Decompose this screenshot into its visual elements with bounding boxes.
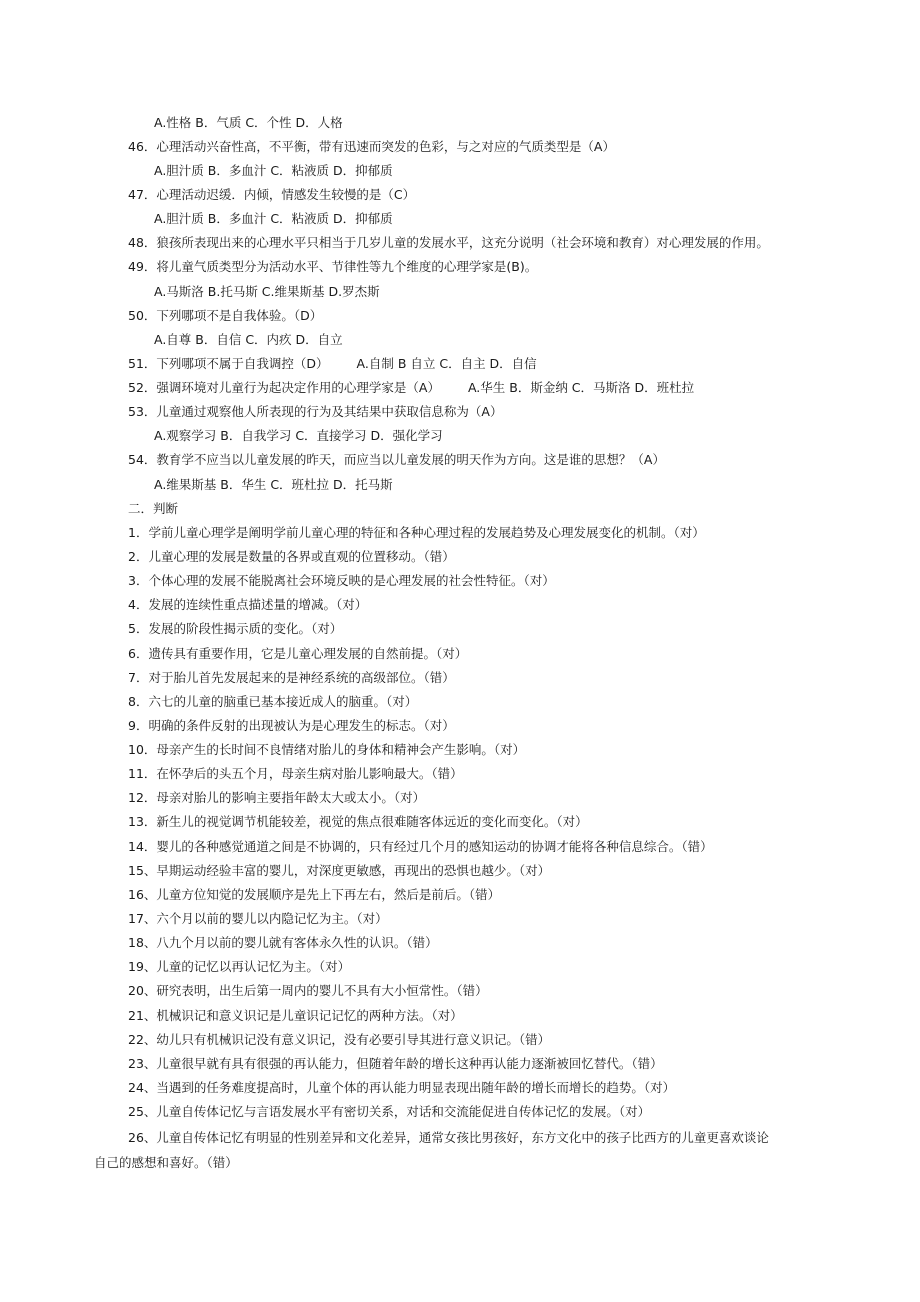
judgment-line: 20、研究表明，出生后第一周内的婴儿不具有大小恒常性。（错） [128, 983, 488, 998]
judgment-line: 13．新生儿的视觉调节机能较差，视觉的焦点很难随客体远近的变化而变化。（对） [128, 814, 588, 829]
judgment-line: 6．遗传具有重要作用，它是儿童心理发展的自然前提。（对） [128, 646, 468, 661]
question-line: 53．儿童通过观察他人所表现的行为及其结果中获取信息称为（A） [128, 404, 503, 419]
judgment-line: 14．婴儿的各种感觉通道之间是不协调的，只有经过几个月的感知运动的协调才能将各种信息综合。（错） [128, 839, 713, 854]
judgment-line: 7．对于胎儿首先发展起来的是神经系统的高级部位。（错） [128, 670, 455, 685]
question-line: 47．心理活动迟缓．内倾，情感发生较慢的是（C） [128, 187, 416, 202]
judgment-line: 12．母亲对胎儿的影响主要指年龄太大或太小。（对） [128, 790, 426, 805]
option-line: A.自尊 B．自信 C．内疚 D．自立 [154, 332, 343, 347]
question-line: 46．心理活动兴奋性高，不平衡，带有迅速而突发的色彩，与之对应的气质类型是（A） [128, 139, 615, 154]
judgment-line: 8．六七的儿童的脑重已基本接近成人的脑重。（对） [128, 694, 418, 709]
question-line: 52．强调环境对儿童行为起决定作用的心理学家是（A） A.华生 B．斯金纳 C．马斯洛 D．班杜拉 [128, 380, 695, 395]
inline-options: A.自制 B 自立 C．自主 D．自信 [356, 356, 537, 371]
judgment-line: 10．母亲产生的长时间不良情绪对胎儿的身体和精神会产生影响。（对） [128, 742, 526, 757]
judgment-line: 22、幼儿只有机械识记没有意义识记，没有必要引导其进行意义识记。（错） [128, 1032, 551, 1047]
option-line: A.马斯洛 B.托马斯 C.维果斯基 D.罗杰斯 [154, 284, 380, 299]
judgment-line: 4．发展的连续性重点描述量的增减。（对） [128, 597, 368, 612]
judgment-line: 1．学前儿童心理学是阐明学前儿童心理的特征和各种心理过程的发展趋势及心理发展变化的机制。（对） [128, 525, 705, 540]
judgment-line: 11．在怀孕后的头五个月，母亲生病对胎儿影响最大。（错） [128, 766, 463, 781]
section-heading: 二．判断 [128, 501, 179, 516]
judgment-line: 24、当遇到的任务难度提高时，儿童个体的再认能力明显表现出随年龄的增长而增长的趋势。（对） [128, 1080, 676, 1095]
option-line: A.观察学习 B．自我学习 C．直接学习 D．强化学习 [154, 428, 443, 443]
judgment-line: 25、儿童自传体记忆与言语发展水平有密切关系，对话和交流能促进自传体记忆的发展。（对） [128, 1104, 651, 1119]
question-line: 54．教育学不应当以儿童发展的昨天，而应当以儿童发展的明天作为方向。这是谁的思想？（A） [128, 452, 665, 467]
judgment-line: 15、早期运动经验丰富的婴儿，对深度更敏感，再现出的恐惧也越少。（对） [128, 863, 551, 878]
judgment-line: 9．明确的条件反射的出现被认为是心理发生的标志。（对） [128, 718, 455, 733]
option-line: A.维果斯基 B．华生 C．班杜拉 D．托马斯 [154, 477, 393, 492]
question-line: 49．将儿童气质类型分为活动水平、节律性等九个维度的心理学家是(B)。 [128, 259, 538, 274]
judgment-line-continued: 自己的感想和喜好。（错） [94, 1155, 238, 1170]
judgment-line: 16、儿童方位知觉的发展顺序是先上下再左右，然后是前后。（错） [128, 887, 501, 902]
question-line: 48．狼孩所表现出来的心理水平只相当于几岁儿童的发展水平，这充分说明（社会环境和教育）对心理发展的作用。 [128, 235, 769, 250]
judgment-line: 19、儿童的记忆以再认记忆为主。（对） [128, 959, 351, 974]
judgment-line: 5．发展的阶段性揭示质的变化。（对） [128, 621, 343, 636]
judgment-line: 21、机械识记和意义识记是儿童识记记忆的两种方法。（对） [128, 1008, 463, 1023]
option-line: A.胆汁质 B．多血汁 C．粘液质 D．抑郁质 [154, 211, 393, 226]
judgment-line: 23、儿童很早就有具有很强的再认能力，但随着年龄的增长这种再认能力逐渐被回忆替代。（错） [128, 1056, 663, 1071]
judgment-line: 2．儿童心理的发展是数量的各界或直观的位置移动。（错） [128, 549, 455, 564]
judgment-line: 26、儿童自传体记忆有明显的性别差异和文化差异，通常女孩比男孩好，东方文化中的孩子比西方的儿童更喜欢谈论 [128, 1130, 769, 1145]
option-line: A.性格 B．气质 C．个性 D．人格 [154, 115, 343, 130]
inline-options: A.华生 B．斯金纳 C．马斯洛 D．班杜拉 [467, 380, 695, 395]
judgment-line: 18、八九个月以前的婴儿就有客体永久性的认识。（错） [128, 935, 438, 950]
question-line: 51．下列哪项不属于自我调控（D） A.自制 B 自立 C．自主 D．自信 [128, 356, 537, 371]
judgment-line: 17、六个月以前的婴儿以内隐记忆为主。（对） [128, 911, 388, 926]
judgment-line: 3．个体心理的发展不能脱离社会环境反映的是心理发展的社会性特征。（对） [128, 573, 555, 588]
option-line: A.胆汁质 B．多血汁 C．粘液质 D．抑郁质 [154, 163, 393, 178]
question-line: 50．下列哪项不是自我体验。（D） [128, 308, 323, 323]
